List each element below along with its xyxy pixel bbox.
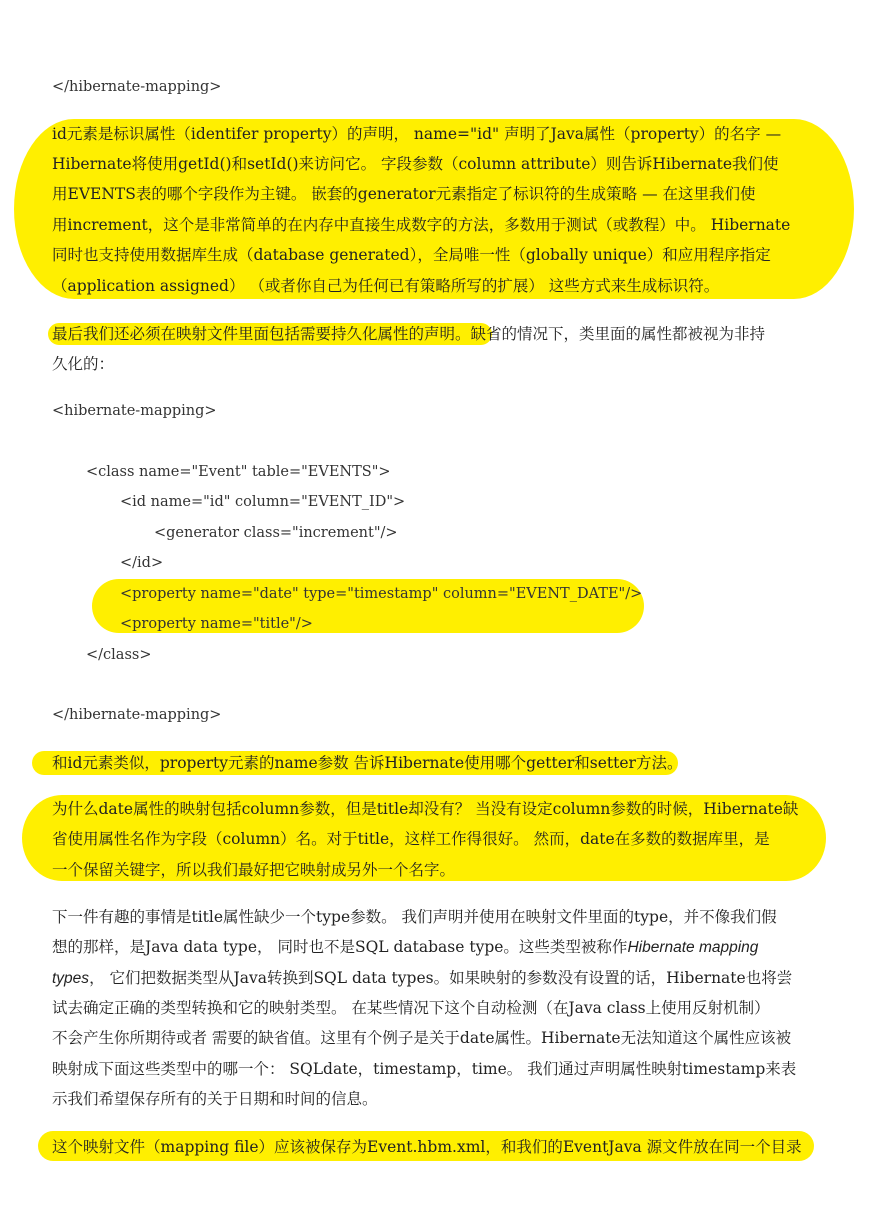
para5-line6: 映射成下面这些类型中的哪一个： SQLdate，timestamp，time。 我们通过声明属性映射timestamp来表 [52, 1060, 797, 1078]
para6-line: 这个映射文件（mapping file）应该被保存为Event.hbm.xml，和我们的EventJava 源文件放在同一个目录 [52, 1138, 802, 1156]
para5-line1: 下一件有趣的事情是title属性缺少一个type参数。 我们声明并使用在映射文件里面的type，并不像我们假 [52, 908, 777, 926]
para5-line3-italic: types [52, 970, 90, 987]
para2-highlighted-text: 最后我们还必须在映射文件里面包括需要持久化属性的声明。 [52, 325, 471, 343]
para5-line2-text: 想的那样，是Java data type， 同时也不是SQL database type。这些类型被称作 [52, 938, 628, 956]
para1-line3: 用EVENTS表的哪个字段作为主键。 嵌套的generator元素指定了标识符的生成策略 — 在这里我们使 [52, 185, 756, 203]
code-line-property-date: <property name="date" type="timestamp" column="EVENT_DATE"/> [120, 586, 643, 602]
code-line-generator: <generator class="increment"/> [154, 525, 398, 541]
code-line-property-title: <property name="title"/> [120, 616, 313, 632]
code-line-id-open: <id name="id" column="EVENT_ID"> [120, 494, 406, 510]
para2-line1 [52, 323, 765, 345]
code-line-class-close: </class> [86, 647, 152, 663]
code-line-hibernate-open: <hibernate-mapping> [52, 403, 217, 419]
code-line-hibernate-close: </hibernate-mapping> [52, 707, 222, 723]
para5-line3 [52, 967, 792, 990]
para4-line3: 一个保留关键字，所以我们最好把它映射成另外一个名字。 [52, 861, 456, 879]
para1-line2: Hibernate将使用getId()和setId()来访问它。 字段参数（column attribute）则告诉Hibernate我们使 [52, 155, 779, 173]
para5-line5: 不会产生你所期待或者 需要的缺省值。这里有个例子是关于date属性。Hibernate无法知道这个属性应该被 [52, 1029, 792, 1047]
para5-line3-text: ， 它们把数据类型从Java转换到SQL data types。如果映射的参数没有设置的话，Hibernate也将尝 [89, 969, 793, 987]
para1-line5: 同时也支持使用数据库生成（database generated），全局唯一性（globally unique）和应用程序指定 [52, 246, 771, 264]
para5-line4: 试去确定正确的类型转换和它的映射类型。 在某些情况下这个自动检测（在Java class上使用反射机制） [52, 999, 770, 1017]
para1-line6: （application assigned） （或者你自己为任何已有策略所写的扩展） 这些方式来生成标识符。 [52, 277, 720, 295]
para1-line1: id元素是标识属性（identifer property）的声明， name="id" 声明了Java属性（property）的名字 — [52, 125, 782, 143]
para2-line2: 久化的： [52, 355, 115, 373]
para2-rest-text: 缺省的情况下，类里面的属性都被视为非持 [470, 325, 766, 343]
para5-line7: 示我们希望保存所有的关于日期和时间的信息。 [52, 1090, 378, 1108]
para3-line: 和id元素类似，property元素的name参数 告诉Hibernate使用哪个getter和setter方法。 [52, 754, 683, 772]
code-line-class-open: <class name="Event" table="EVENTS"> [86, 464, 391, 480]
code-line-id-close: </id> [120, 555, 164, 571]
para4-line1: 为什么date属性的映射包括column参数，但是title却没有？ 当没有设定column参数的时候，Hibernate缺 [52, 800, 799, 818]
para5-line2-italic: Hibernate mapping [627, 939, 759, 956]
closing-tag-top: </hibernate-mapping> [52, 79, 222, 95]
highlight-para1 [14, 119, 854, 299]
para1-line4: 用increment，这个是非常简单的在内存中直接生成数字的方法，多数用于测试（或教程）中。 Hibernate [52, 216, 791, 234]
para4-line2: 省使用属性名作为字段（column）名。对于title，这样工作得很好。 然而，date在多数的数据库里，是 [52, 830, 770, 848]
para5-line2 [52, 936, 758, 959]
